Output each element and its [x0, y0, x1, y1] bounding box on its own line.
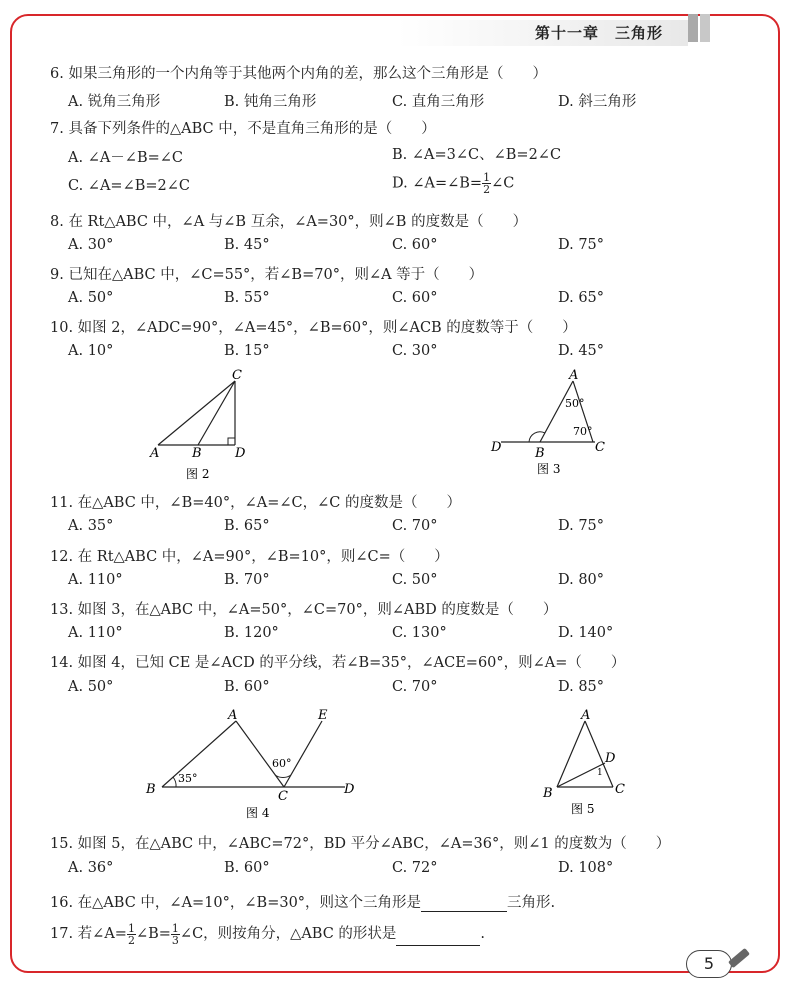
question-15: 15. 如图 5，在△ABC 中，∠ABC=72°，BD 平分∠ABC，∠A=36°，则∠1 的度数为（ ） [50, 836, 671, 852]
option-a: A. 36° [68, 860, 114, 876]
option-d: D. 75° [558, 518, 605, 534]
question-14: 14. 如图 4，已知 CE 是∠ACD 的平分线，若∠B=35°，∠ACE=60°，则∠A=（ ） [50, 655, 626, 671]
angle-label: 50° [565, 397, 585, 410]
figure-caption: 图 2 [186, 467, 210, 481]
option-b: B. 65° [224, 518, 270, 534]
question-17-mid2: ∠C，则按角分，△ABC 的形状是 [179, 926, 397, 942]
question-6: 6. 如果三角形的一个内角等于其他两个内角的差，那么这个三角形是（ ） [50, 66, 547, 82]
option-c: C. 130° [392, 625, 447, 641]
option-d: D. 65° [558, 290, 605, 306]
option-a: A. 锐角三角形 [68, 94, 161, 110]
option-d: D. 85° [558, 679, 605, 695]
edge-tab [700, 14, 710, 42]
figure-5 [535, 705, 635, 825]
chapter-title: 第十一章 三角形 [535, 24, 664, 42]
answer-blank[interactable] [421, 895, 507, 912]
option-d: D. 80° [558, 572, 605, 588]
option-d: D. 108° [558, 860, 614, 876]
question-16-tail: 三角形. [507, 895, 556, 911]
option-b: B. 55° [224, 290, 270, 306]
option-a: A. 35° [68, 518, 114, 534]
question-16-text: 16. 在△ABC 中，∠A=10°，∠B=30°，则这个三角形是 [50, 895, 422, 911]
question-10: 10. 如图 2，∠ADC=90°，∠A=45°，∠B=60°，则∠ACB 的度数等于（ ） [50, 320, 577, 336]
question-9: 9. 已知在△ABC 中，∠C=55°，若∠B=70°，则∠A 等于（ ） [50, 267, 484, 283]
option-a: A. 110° [68, 625, 123, 641]
figure-3 [485, 365, 615, 485]
edge-tab [688, 14, 698, 42]
option-d [392, 172, 514, 195]
option-b: B. 70° [224, 572, 270, 588]
option-a: A. 50° [68, 679, 114, 695]
fraction: $\frac{1}{2}$ [127, 921, 135, 947]
figure-caption: 图 3 [537, 462, 561, 476]
option-b: B. 60° [224, 860, 270, 876]
label-d: D [491, 440, 502, 455]
option-c: C. 70° [392, 518, 438, 534]
fraction: $\frac{1}{3}$ [171, 921, 179, 947]
option-a: A. 110° [68, 572, 123, 588]
label-c: C [232, 368, 242, 383]
option-d: D. 斜三角形 [558, 94, 637, 110]
angle-label: 35° [178, 772, 198, 785]
option-b: B. 60° [224, 679, 270, 695]
question-12: 12. 在 Rt△ABC 中，∠A=90°，∠B=10°，则∠C=（ ） [50, 549, 449, 565]
label-c: C [278, 789, 288, 804]
option-a: A. 10° [68, 343, 114, 359]
option-b: B. ∠A=3∠C、∠B=2∠C [392, 147, 562, 163]
angle-label: 70° [573, 425, 593, 438]
option-c: C. ∠A=∠B=2∠C [68, 178, 190, 194]
option-b: B. 钝角三角形 [224, 94, 317, 110]
question-11: 11. 在△ABC 中，∠B=40°，∠A=∠C，∠C 的度数是（ ） [50, 495, 461, 511]
option-d: D. 75° [558, 237, 605, 253]
option-c: C. 直角三角形 [392, 94, 485, 110]
label-b: B [146, 782, 156, 797]
option-c: C. 50° [392, 572, 438, 588]
label-e: E [318, 708, 328, 723]
option-a: A. 30° [68, 237, 114, 253]
figure-caption: 图 5 [571, 802, 595, 816]
option-d-text: D. ∠A=∠B= [392, 175, 483, 192]
option-a: A. ∠A－∠B=∠C [68, 150, 184, 166]
figure-2 [140, 365, 260, 485]
question-17-tail: . [480, 926, 486, 942]
option-c: C. 72° [392, 860, 438, 876]
page-number: 5 [686, 950, 732, 978]
label-c: C [615, 782, 625, 797]
option-d: D. 45° [558, 343, 605, 359]
question-13: 13. 如图 3，在△ABC 中，∠A=50°，∠C=70°，则∠ABD 的度数是（ ） [50, 602, 558, 618]
label-a: A [569, 368, 579, 383]
label-d: D [235, 446, 246, 461]
option-c: C. 60° [392, 237, 438, 253]
label-a: A [581, 708, 591, 723]
option-b: B. 15° [224, 343, 270, 359]
label-d: D [605, 751, 616, 766]
fraction: $\frac{1}{2}$ [483, 171, 491, 196]
question-7: 7. 具备下列条件的△ABC 中，不是直角三角形的是（ ） [50, 121, 436, 137]
question-8: 8. 在 Rt△ABC 中，∠A 与∠B 互余，∠A=30°，则∠B 的度数是（ ） [50, 214, 528, 230]
label-d: D [344, 782, 355, 797]
label-a: A [228, 708, 238, 723]
question-16 [50, 891, 555, 912]
question-17-mid: ∠B= [135, 926, 171, 942]
option-c: C. 60° [392, 290, 438, 306]
option-d-tail: ∠C [491, 175, 515, 192]
option-a: A. 50° [68, 290, 114, 306]
option-c: C. 70° [392, 679, 438, 695]
option-d: D. 140° [558, 625, 614, 641]
question-17 [50, 922, 485, 946]
option-b: B. 120° [224, 625, 279, 641]
answer-blank[interactable] [396, 929, 480, 946]
angle-label: 60° [272, 757, 292, 770]
label-b: B [192, 446, 202, 461]
label-b: B [535, 446, 545, 461]
option-b: B. 45° [224, 237, 270, 253]
label-b: B [543, 786, 553, 801]
angle-label: 1 [597, 768, 603, 778]
option-c: C. 30° [392, 343, 438, 359]
question-17-text: 17. 若∠A= [50, 926, 127, 942]
figure-caption: 图 4 [246, 806, 270, 820]
label-c: C [595, 440, 605, 455]
label-a: A [150, 446, 160, 461]
figure-4 [140, 705, 370, 825]
